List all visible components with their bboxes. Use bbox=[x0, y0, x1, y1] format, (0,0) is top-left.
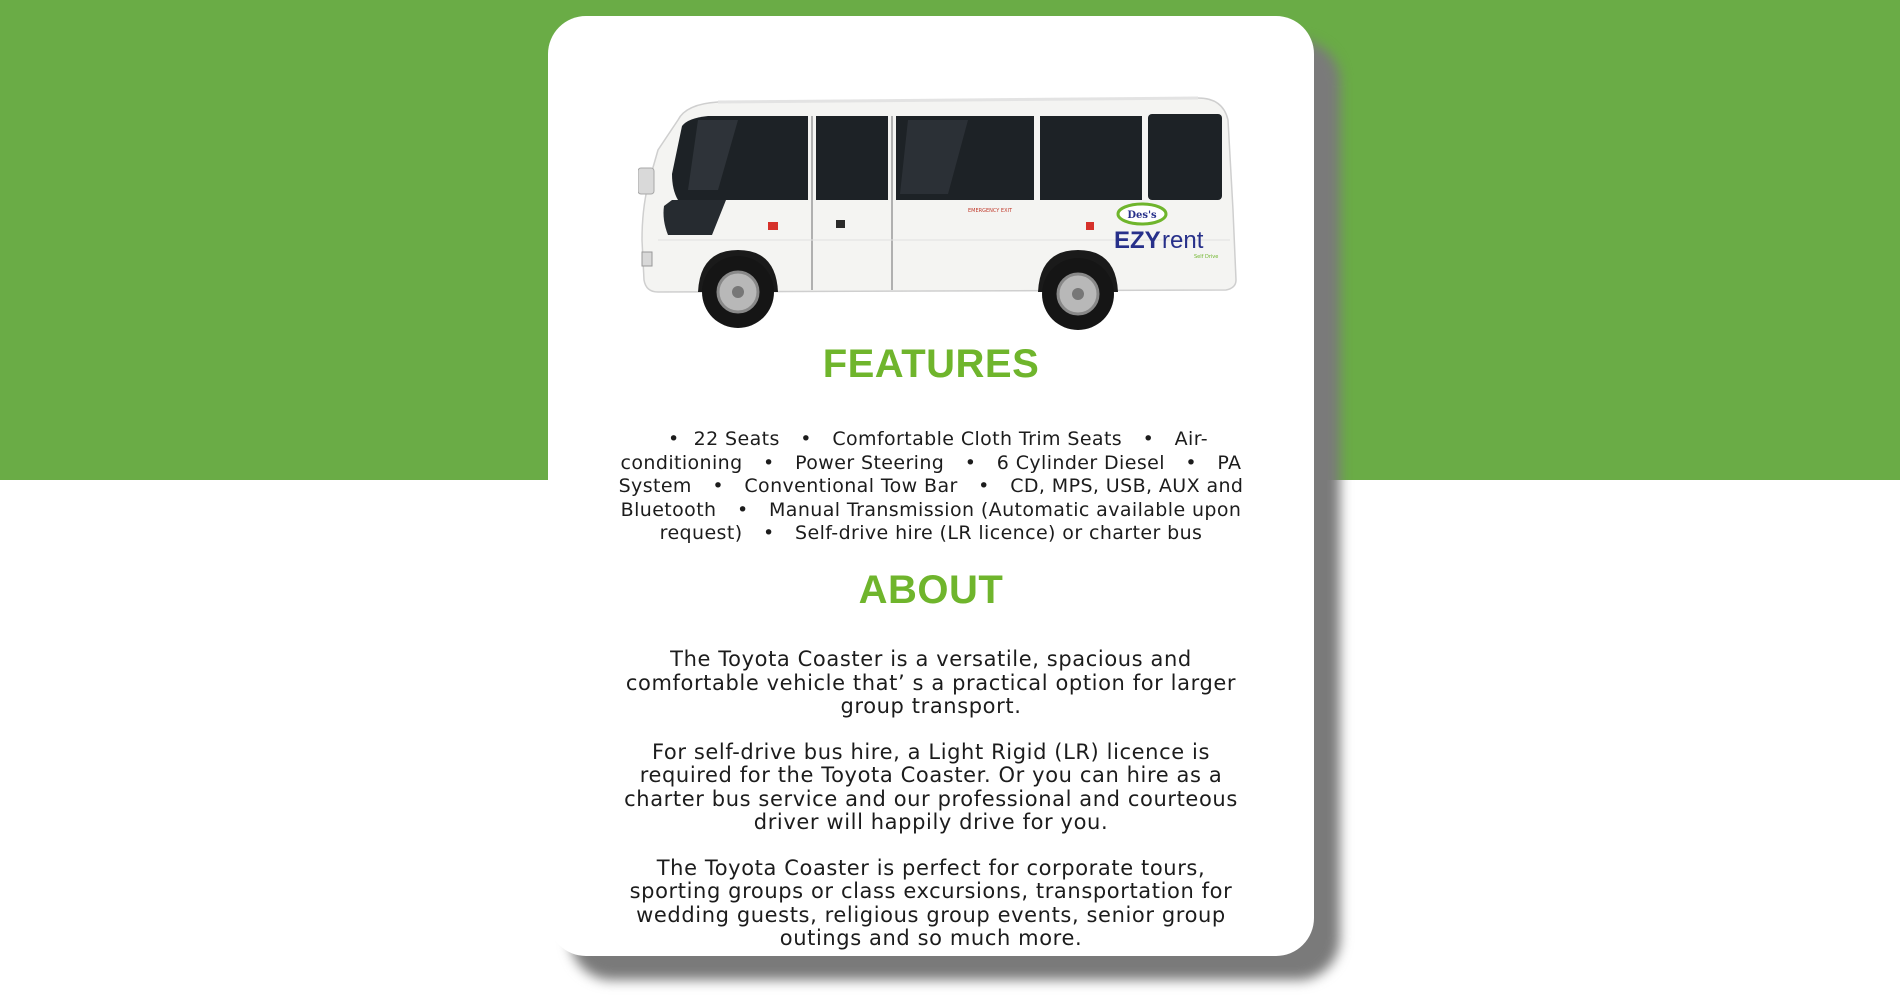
feature-item: 6 Cylinder Diesel bbox=[996, 451, 1165, 474]
bullet-separator: • bbox=[762, 522, 775, 544]
bus-photo bbox=[638, 90, 1238, 340]
bullet-separator: • bbox=[978, 475, 990, 497]
svg-text:EZY: EZY bbox=[1114, 227, 1161, 254]
svg-text:rent: rent bbox=[1162, 227, 1204, 254]
about-text bbox=[618, 648, 1244, 973]
toyota-coaster-bus-image bbox=[638, 90, 1238, 340]
feature-item: PA System bbox=[618, 451, 1242, 497]
svg-text:Des's: Des's bbox=[1127, 210, 1157, 221]
bullet-separator: • bbox=[800, 428, 812, 450]
svg-text:Self Drive: Self Drive bbox=[1194, 254, 1219, 260]
about-paragraph-3: The Toyota Coaster is perfect for corporate tours, sporting groups or class excursions, transportation for wedding guests, religious group events, senior group outings and so much more. bbox=[629, 855, 1233, 950]
bullet-separator: • bbox=[1185, 451, 1197, 474]
about-paragraph-2: For self-drive bus hire, a Light Rigid (LR) licence is required for the Toyota Coaster. Or you can hire as a charter bus service and our professional and courteous driver will happily drive for you. bbox=[624, 739, 1238, 834]
bullet-separator: • bbox=[763, 451, 775, 474]
about-heading: ABOUT bbox=[858, 568, 1004, 612]
feature-item: Air-conditioning bbox=[620, 428, 1208, 474]
feature-item: Self-drive hire (LR licence) or charter bus bbox=[795, 522, 1203, 544]
feature-item: Manual Transmission (Automatic available upon request) bbox=[659, 498, 1242, 544]
features-list bbox=[604, 428, 1258, 546]
emergency-exit-label: EMERGENCY EXIT bbox=[968, 208, 1013, 214]
features-heading: FEATURES bbox=[822, 342, 1040, 386]
feature-item: Conventional Tow Bar bbox=[744, 475, 958, 497]
vehicle-info-card bbox=[548, 16, 1314, 956]
bullet-separator: • bbox=[964, 451, 977, 474]
feature-item: 22 Seats bbox=[693, 428, 780, 450]
feature-item: Power Steering bbox=[795, 451, 945, 474]
feature-item: Comfortable Cloth Trim Seats bbox=[832, 428, 1123, 450]
feature-item: CD, MPS, USB, AUX and Bluetooth bbox=[620, 475, 1244, 521]
bullet-separator: • bbox=[712, 475, 724, 497]
about-paragraph-1: The Toyota Coaster is a versatile, spacious and comfortable vehicle that’ s a practical option for larger group transport. bbox=[625, 647, 1237, 718]
bullet-separator: • bbox=[736, 498, 749, 521]
bullet-separator: • bbox=[668, 428, 680, 450]
bullet-separator: • bbox=[1142, 428, 1155, 450]
